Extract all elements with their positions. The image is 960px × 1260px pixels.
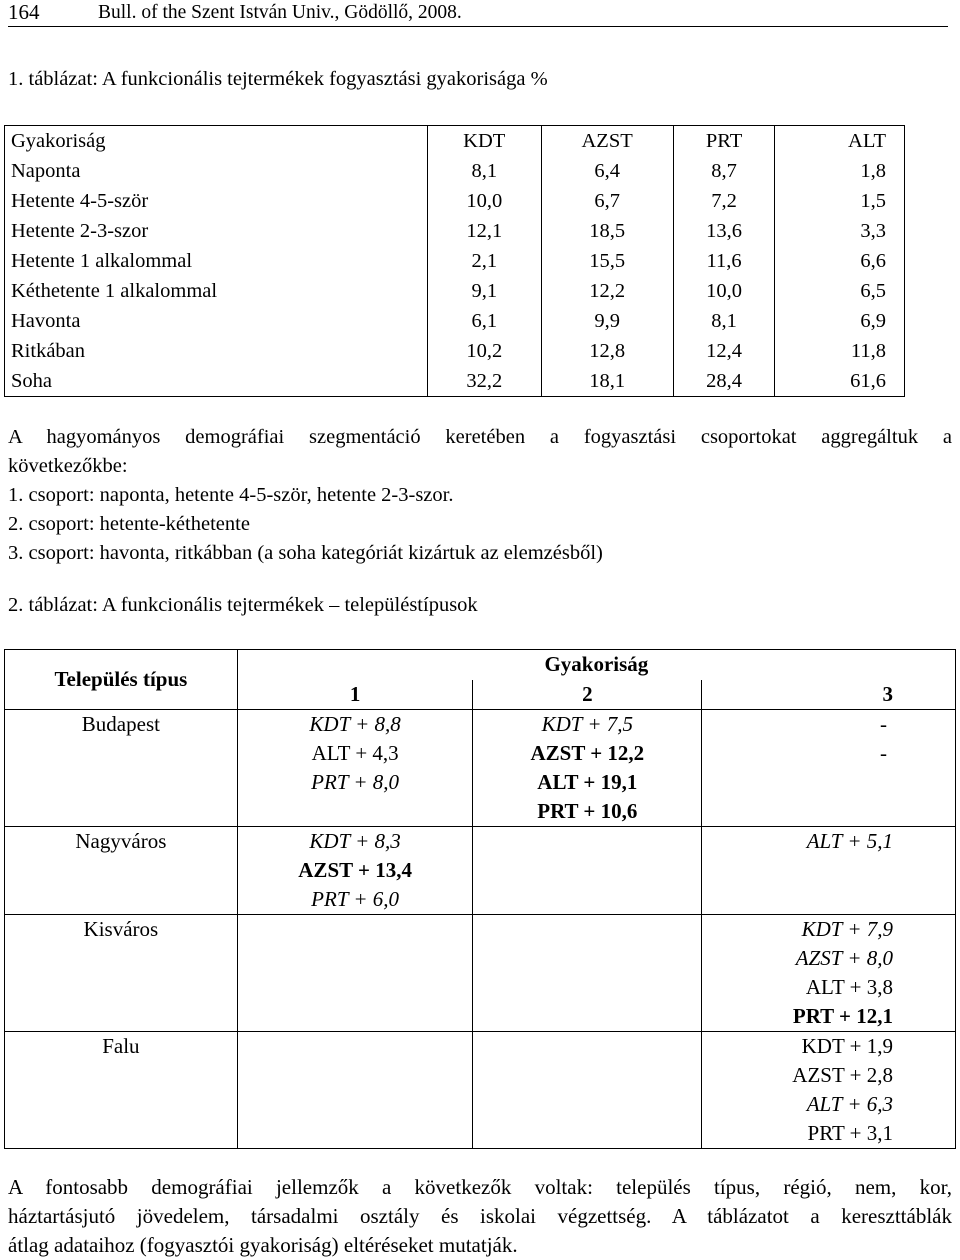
nagyvaros-group-3 bbox=[702, 827, 956, 915]
table-cell: 2,1 bbox=[428, 246, 542, 276]
table-cell: 1,5 bbox=[775, 186, 905, 216]
header-col-1: 1 bbox=[237, 680, 473, 710]
table-cell: 9,1 bbox=[428, 276, 542, 306]
paragraph-line: háztartásjutó jövedelem, társadalmi osztály és iskolai végzettség. A táblázatot a kereszttáblák bbox=[8, 1204, 952, 1228]
cell-entry: - bbox=[880, 712, 887, 736]
table-row bbox=[5, 306, 905, 336]
table-row bbox=[5, 366, 905, 397]
falu-group-2 bbox=[473, 1032, 702, 1149]
journal-citation: Bull. of the Szent István Univ., Gödöllő, 2008. bbox=[98, 2, 462, 23]
table-cell: 10,0 bbox=[428, 186, 542, 216]
table-cell: 13,6 bbox=[673, 216, 775, 246]
table-cell: 61,6 bbox=[775, 366, 905, 397]
cell-entry: AZST + 13,4 bbox=[298, 858, 412, 882]
cell-entry: KDT + 8,3 bbox=[309, 829, 401, 853]
table-cell: 28,4 bbox=[673, 366, 775, 397]
row-label: Ritkában bbox=[5, 336, 428, 366]
table-cell: 10,2 bbox=[428, 336, 542, 366]
column-header-frequency: Gyakoriság bbox=[5, 126, 428, 157]
cell-entry: PRT + 6,0 bbox=[311, 887, 400, 911]
table-cell: 32,2 bbox=[428, 366, 542, 397]
table-row bbox=[5, 336, 905, 366]
table-cell: 6,9 bbox=[775, 306, 905, 336]
cell-entry: - bbox=[880, 741, 887, 765]
table-header-row bbox=[5, 126, 905, 157]
header-col-2: 2 bbox=[473, 680, 702, 710]
nagyvaros-group-2 bbox=[473, 827, 702, 915]
cell-entry: PRT + 10,6 bbox=[537, 799, 638, 823]
row-label-falu: Falu bbox=[5, 1032, 238, 1149]
budapest-group-1 bbox=[237, 710, 473, 827]
cell-entry: AZST + 12,2 bbox=[530, 741, 645, 765]
table-cell: 8,1 bbox=[673, 306, 775, 336]
table-cell: 8,1 bbox=[428, 156, 542, 186]
table-row bbox=[5, 186, 905, 216]
kisvaros-group-3 bbox=[702, 915, 956, 1032]
page-header bbox=[8, 0, 948, 27]
table-cell: 6,6 bbox=[775, 246, 905, 276]
table-cell: 18,1 bbox=[541, 366, 673, 397]
row-label-kisvaros: Kisváros bbox=[5, 915, 238, 1032]
table-row bbox=[5, 216, 905, 246]
falu-group-1 bbox=[237, 1032, 473, 1149]
paragraph-line: A hagyományos demográfiai szegmentáció keretében a fogyasztási csoportokat aggregáltuk a bbox=[8, 426, 952, 448]
column-header: KDT bbox=[428, 126, 542, 157]
header-settlement-type: Település típus bbox=[5, 650, 238, 710]
cell-entry: ALT + 5,1 bbox=[806, 829, 893, 853]
paragraph-line: következőkbe: bbox=[8, 455, 128, 477]
segmentation-paragraph bbox=[8, 423, 952, 568]
cell-entry: KDT + 8,8 bbox=[309, 712, 401, 736]
table-cell: 1,8 bbox=[775, 156, 905, 186]
paragraph-line: A fontosabb demográfiai jellemzők a következők voltak: település típus, régió, nem, kor, bbox=[8, 1175, 952, 1199]
table-cell: 9,9 bbox=[541, 306, 673, 336]
table-cell: 7,2 bbox=[673, 186, 775, 216]
row-label: Naponta bbox=[5, 156, 428, 186]
cell-entry: ALT + 3,8 bbox=[805, 975, 893, 999]
table-row bbox=[5, 276, 905, 306]
table-cell: 18,5 bbox=[541, 216, 673, 246]
cell-entry: PRT + 8,0 bbox=[311, 770, 400, 794]
paragraph-line: átlag adataihoz (fogyasztói gyakoriság) eltéréseket mutatják. bbox=[8, 1233, 518, 1257]
column-header: AZST bbox=[541, 126, 673, 157]
cell-entry: KDT + 7,5 bbox=[541, 712, 634, 736]
table-cell: 10,0 bbox=[673, 276, 775, 306]
column-header: ALT bbox=[775, 126, 905, 157]
cell-entry: ALT + 6,3 bbox=[806, 1092, 893, 1116]
header-col-3: 3 bbox=[702, 680, 956, 710]
row-label: Soha bbox=[5, 366, 428, 397]
frequency-table bbox=[4, 125, 905, 397]
group-1-definition: 1. csoport: naponta, hetente 4-5-ször, hetente 2-3-szor. bbox=[8, 484, 454, 506]
table2-caption: 2. táblázat: A funkcionális tejtermékek – településtípusok bbox=[8, 594, 478, 616]
page-number: 164 bbox=[8, 0, 40, 24]
budapest-group-3 bbox=[702, 710, 956, 827]
nagyvaros-group-1 bbox=[237, 827, 473, 915]
table-cell: 3,3 bbox=[775, 216, 905, 246]
cell-entry: AZST + 8,0 bbox=[795, 946, 893, 970]
row-label: Havonta bbox=[5, 306, 428, 336]
budapest-group-2 bbox=[473, 710, 702, 827]
table-cell: 6,4 bbox=[541, 156, 673, 186]
row-label: Hetente 2-3-szor bbox=[5, 216, 428, 246]
demographics-paragraph bbox=[8, 1173, 952, 1260]
cell-entry: PRT + 12,1 bbox=[792, 1004, 893, 1028]
table-cell: 8,7 bbox=[673, 156, 775, 186]
table-cell: 11,6 bbox=[673, 246, 775, 276]
table-cell: 6,7 bbox=[541, 186, 673, 216]
cell-entry: ALT + 19,1 bbox=[537, 770, 638, 794]
header-frequency: Gyakoriság bbox=[237, 650, 955, 680]
settlement-type-table bbox=[4, 649, 956, 1149]
table-cell: 11,8 bbox=[775, 336, 905, 366]
row-label-nagyvaros: Nagyváros bbox=[5, 827, 238, 915]
table-row bbox=[5, 156, 905, 186]
row-label: Kéthetente 1 alkalommal bbox=[5, 276, 428, 306]
table-cell: 6,5 bbox=[775, 276, 905, 306]
group-3-definition: 3. csoport: havonta, ritkábban (a soha kategóriát kizártuk az elemzésből) bbox=[8, 542, 603, 564]
table-cell: 12,2 bbox=[541, 276, 673, 306]
table-cell: 12,1 bbox=[428, 216, 542, 246]
table-row bbox=[5, 246, 905, 276]
table-cell: 6,1 bbox=[428, 306, 542, 336]
cell-entry: KDT + 1,9 bbox=[801, 1034, 893, 1058]
row-label: Hetente 4-5-ször bbox=[5, 186, 428, 216]
cell-entry: KDT + 7,9 bbox=[801, 917, 893, 941]
kisvaros-group-2 bbox=[473, 915, 702, 1032]
row-label-budapest: Budapest bbox=[5, 710, 238, 827]
group-2-definition: 2. csoport: hetente-kéthetente bbox=[8, 513, 250, 535]
table-cell: 12,4 bbox=[673, 336, 775, 366]
cell-entry: PRT + 3,1 bbox=[807, 1121, 893, 1145]
table1-caption: 1. táblázat: A funkcionális tejtermékek fogyasztási gyakorisága % bbox=[8, 68, 548, 90]
cell-entry: AZST + 2,8 bbox=[792, 1063, 893, 1087]
kisvaros-group-1 bbox=[237, 915, 473, 1032]
cell-entry: ALT + 4,3 bbox=[311, 741, 399, 765]
column-header: PRT bbox=[673, 126, 775, 157]
table-cell: 15,5 bbox=[541, 246, 673, 276]
row-label: Hetente 1 alkalommal bbox=[5, 246, 428, 276]
falu-group-3 bbox=[702, 1032, 956, 1149]
table-cell: 12,8 bbox=[541, 336, 673, 366]
